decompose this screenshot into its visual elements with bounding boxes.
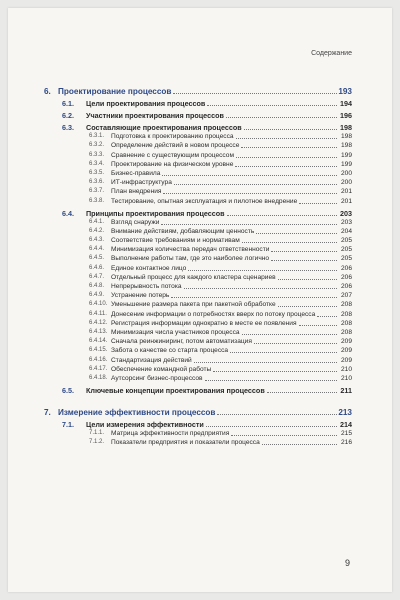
entry-title: Устранение потерь [111, 292, 170, 300]
entry-page: 194 [340, 99, 352, 108]
subsection-entry [36, 300, 352, 309]
entry-title: Стандартизация действий [111, 356, 192, 364]
subsection-entry [36, 245, 352, 254]
dot-leader [242, 334, 337, 335]
entry-number: 6.4.14. [89, 338, 108, 345]
entry-number: 6.3. [62, 123, 74, 132]
entry-number: 6.3.1. [89, 133, 105, 140]
dot-leader [227, 215, 337, 216]
dot-leader [256, 233, 337, 234]
entry-number: 7.1.2. [89, 439, 105, 446]
entry-page: 209 [340, 347, 352, 355]
entry-title: План внедрения [111, 188, 162, 196]
entry-title: Цели проектирования процессов [86, 99, 206, 108]
entry-title: ИТ-инфраструктура [111, 179, 172, 187]
dot-leader [271, 260, 337, 261]
entry-page: 198 [340, 123, 352, 132]
entry-page: 206 [340, 273, 352, 281]
subsection-entry [36, 236, 352, 245]
subsection-entry [36, 227, 352, 236]
entry-page: 215 [340, 430, 352, 438]
dot-leader [205, 380, 337, 381]
dot-leader [206, 426, 337, 427]
dot-leader [213, 371, 337, 372]
entry-title: Минимизация числа участников процесса [111, 328, 240, 336]
subsection-entry [36, 169, 352, 178]
entry-number: 6.1. [62, 99, 74, 108]
dot-leader [278, 279, 337, 280]
entry-title: Донесение информации о потребностях вверх по потоку процесса [111, 310, 316, 318]
subsection-entry [36, 429, 352, 438]
entry-page: 206 [340, 264, 352, 272]
entry-number: 6.4.4. [89, 246, 105, 253]
chapter-gap [36, 395, 352, 405]
subsection-entry [36, 309, 352, 318]
entry-page: 198 [340, 133, 352, 141]
entry-page: 199 [340, 151, 352, 159]
subsection-entry [36, 337, 352, 346]
entry-number: 6.4.11. [89, 310, 107, 317]
entry-title: Взгляд снаружи [111, 218, 160, 226]
entry-number: 6.4.15. [89, 347, 108, 354]
entry-number: 6.5. [62, 385, 74, 395]
page-number: 9 [344, 558, 350, 568]
dot-leader [254, 343, 337, 344]
dot-leader [231, 435, 337, 436]
entry-title: Сначала реинжиниринг, потом автоматизация [111, 338, 252, 346]
entry-page: 204 [340, 227, 352, 235]
dot-leader [299, 203, 337, 204]
subsection-entry [36, 196, 352, 205]
running-header: Содержание [311, 50, 352, 57]
dot-leader [299, 325, 337, 326]
entry-number: 6.3.5. [89, 169, 105, 176]
entry-number: 6.4.18. [89, 374, 108, 381]
entry-number: 6.3.8. [89, 197, 105, 204]
dot-leader [162, 175, 337, 176]
entry-number: 6.4.9. [89, 292, 105, 299]
entry-title: Забота о качестве со старта процесса [111, 347, 229, 355]
entry-title: Проектирование процессов [58, 87, 172, 96]
dot-leader [236, 157, 337, 158]
subsection-entry [36, 150, 352, 159]
dot-leader [235, 166, 337, 167]
entry-page: 205 [340, 246, 352, 254]
dot-leader [271, 251, 337, 252]
entry-page: 198 [340, 142, 352, 150]
entry-number: 6.4.16. [89, 356, 108, 363]
entry-number: 6.3.6. [89, 179, 105, 186]
subsection-entry [36, 132, 352, 141]
entry-title: Подготовка к проектированию процесса [111, 133, 234, 141]
chapter-entry [36, 405, 352, 417]
section-entry [36, 108, 352, 120]
entry-title: Проектирование на физическом уровне [111, 160, 234, 168]
section-entry [36, 120, 352, 132]
subsection-entry [36, 365, 352, 374]
entry-title: Ключевые концепции проектирования процессов [86, 385, 265, 395]
entry-page: 205 [340, 255, 352, 263]
book-page [8, 8, 392, 592]
entry-number: 6.4.10. [89, 301, 108, 308]
entry-page: 207 [340, 292, 352, 300]
dot-leader [184, 288, 337, 289]
entry-title: Внимание действиям, добавляющим ценность [111, 227, 255, 235]
entry-page: 196 [340, 111, 352, 120]
entry-number: 6.3.7. [89, 188, 105, 195]
entry-title: Цели измерения эффективности [86, 419, 204, 429]
entry-page: 209 [340, 338, 352, 346]
entry-title: Бизнес-правила [111, 169, 161, 177]
entry-title: Тестирование, опытная эксплуатация и пилотное внедрение [111, 197, 298, 205]
subsection-entry [36, 178, 352, 187]
subsection-entry [36, 187, 352, 196]
dot-leader [163, 193, 337, 194]
subsection-entry [36, 254, 352, 263]
entry-title: Непрерывность потока [111, 283, 182, 290]
entry-page: 193 [338, 87, 352, 96]
dot-leader [226, 117, 337, 118]
subsection-entry [36, 160, 352, 169]
entry-page: 201 [340, 197, 352, 205]
dot-leader [207, 105, 337, 106]
entry-title: Участники проектирования процессов [86, 111, 224, 120]
entry-page: 208 [340, 301, 352, 309]
entry-number: 6. [44, 87, 51, 96]
dot-leader [262, 444, 337, 445]
dot-leader [217, 414, 337, 415]
entry-title: Обеспечение командной работы [111, 365, 212, 373]
entry-page: 216 [340, 439, 352, 447]
entry-page: 208 [340, 328, 352, 336]
entry-page: 206 [340, 283, 352, 290]
entry-page: 203 [340, 218, 352, 226]
entry-title: Выполнение работы там, где это наиболее логично [111, 255, 270, 263]
subsection-entry [36, 282, 352, 291]
dot-leader [278, 306, 337, 307]
dot-leader [194, 362, 337, 363]
entry-number: 7. [44, 407, 51, 417]
dot-leader [244, 129, 337, 130]
subsection-entry [36, 438, 352, 447]
entry-title: Принципы проектирования процессов [86, 208, 225, 218]
subsection-entry [36, 273, 352, 282]
subsection-entry [36, 291, 352, 300]
dot-leader [241, 147, 337, 148]
section-entry [36, 417, 352, 429]
entry-page: 203 [340, 208, 352, 218]
section-entry [36, 206, 352, 218]
subsection-entry [36, 263, 352, 272]
section-entry [36, 96, 352, 108]
chapter-entry [36, 84, 352, 96]
entry-number: 6.4.1. [89, 218, 105, 225]
entry-page: 209 [340, 356, 352, 364]
entry-page: 213 [338, 407, 352, 417]
entry-title: Соответствие требованиям и нормативам [111, 237, 240, 245]
entry-page: 200 [340, 169, 352, 177]
entry-page: 210 [340, 374, 352, 382]
entry-number: 6.4. [62, 208, 74, 218]
entry-title: Показатели предприятия и показатели процесса [111, 439, 260, 447]
entry-number: 6.3.4. [89, 160, 105, 167]
entry-title: Матрица эффективности предприятия [111, 430, 230, 438]
dot-leader [173, 93, 337, 94]
entry-title: Единое контактное лицо [111, 264, 187, 272]
dot-leader [188, 270, 337, 271]
section-entry [36, 383, 352, 395]
entry-title: Уменьшение размера пакета при пакетной обработке [111, 301, 276, 309]
dot-leader [242, 242, 337, 243]
entry-number: 6.4.3. [89, 237, 105, 244]
entry-number: 6.4.17. [89, 365, 108, 372]
entry-number: 6.4.7. [89, 273, 105, 280]
entry-number: 7.1. [62, 419, 74, 429]
entry-title: Определение действий в новом процессе [111, 142, 240, 150]
entry-number: 6.4.13. [89, 328, 108, 335]
entry-number: 6.4.12. [89, 319, 108, 326]
dot-leader [161, 224, 337, 225]
entry-page: 199 [340, 160, 352, 168]
entry-page: 208 [340, 319, 352, 327]
subsection-entry [36, 218, 352, 227]
entry-title: Минимизация количества передач ответственности [111, 246, 270, 254]
entry-number: 6.4.2. [89, 227, 105, 234]
entry-number: 6.4.5. [89, 255, 105, 262]
subsection-entry [36, 319, 352, 328]
dot-leader [267, 392, 337, 393]
entry-page: 205 [340, 237, 352, 245]
entry-number: 6.2. [62, 111, 74, 120]
entry-number: 6.4.8. [89, 283, 105, 289]
entry-number: 6.3.3. [89, 151, 105, 158]
subsection-entry [36, 141, 352, 150]
entry-title: Измерение эффективности процессов [58, 407, 216, 417]
dot-leader [317, 316, 337, 317]
dot-leader [174, 184, 337, 185]
entry-number: 6.3.2. [89, 142, 105, 149]
entry-title: Сравнение с существующим процессом [111, 151, 235, 159]
entry-page: 200 [340, 179, 352, 187]
entry-title: Отдельный процесс для каждого кластера сценариев [111, 273, 276, 281]
entry-page: 208 [340, 310, 352, 318]
entry-title: Регистрация информации однократно в месте ее появления [111, 319, 297, 327]
entry-number: 6.4.6. [89, 264, 105, 271]
entry-page: 211 [340, 385, 352, 395]
subsection-entry [36, 328, 352, 337]
table-of-contents [36, 84, 352, 447]
subsection-entry [36, 355, 352, 364]
entry-page: 201 [340, 188, 352, 196]
dot-leader [230, 352, 337, 353]
subsection-entry [36, 374, 352, 383]
entry-page: 214 [340, 419, 352, 429]
subsection-entry [36, 346, 352, 355]
entry-title: Аутсорсинг бизнес-процессов [111, 374, 203, 382]
dot-leader [171, 297, 337, 298]
entry-number: 7.1.1. [89, 430, 105, 437]
entry-page: 210 [340, 365, 352, 373]
entry-title: Составляющие проектирования процессов [86, 123, 242, 132]
dot-leader [236, 138, 337, 139]
